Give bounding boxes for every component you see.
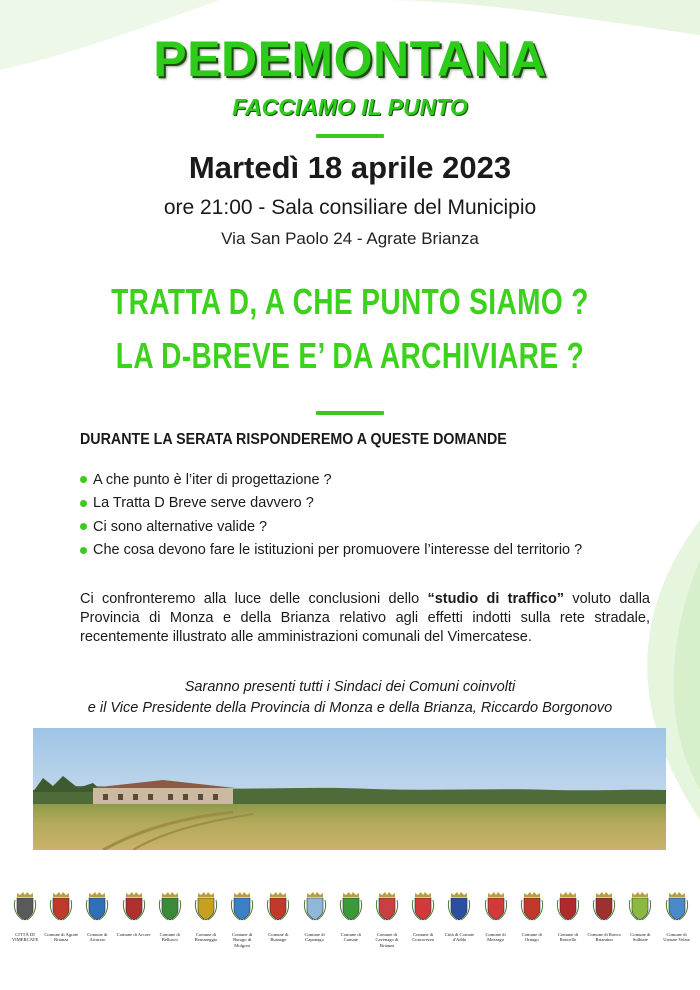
- question-text: A che punto è l’iter di progettazione ?: [93, 471, 332, 488]
- event-title: PEDEMONTANA: [153, 31, 547, 87]
- bullet-icon: [80, 500, 87, 507]
- crest-shield-icon: [338, 890, 364, 922]
- headline-line-1: TRATTA D, A CHE PUNTO SIAMO ?: [111, 281, 589, 322]
- crest-label: Comune di Aicurzio: [87, 932, 108, 943]
- crest-label: Città di Cornate d'Adda: [444, 932, 475, 943]
- crest-shield-icon: [483, 890, 509, 922]
- crest-label: Comune di Agrate Brianza: [44, 932, 79, 943]
- questions-list: [80, 468, 660, 562]
- crest-label: Comune di Mezzago: [485, 932, 506, 943]
- municipality-crest: [153, 890, 187, 943]
- municipality-crest: [551, 890, 585, 943]
- municipality-crests: [0, 890, 700, 970]
- presence-line-2: e il Vice Presidente della Provincia di Monza e della Brianza, Riccardo Borgonovo: [87, 700, 613, 716]
- municipality-crest: [80, 890, 114, 943]
- crest-shield-icon: [446, 890, 472, 922]
- crest-label: Comune di Ronco Briantino: [587, 932, 621, 943]
- crest-label: Comune di Ornago: [521, 932, 542, 943]
- municipality-crest: [370, 890, 404, 948]
- event-subtitle: FACCIAMO IL PUNTO: [232, 94, 468, 120]
- headline-line-2: LA D-BREVE E’ DA ARCHIVIARE ?: [115, 335, 585, 376]
- crest-shield-icon: [410, 890, 436, 922]
- municipality-crest: [298, 890, 332, 943]
- crest-label: CITTÀ DI VIMERCATE: [11, 932, 39, 943]
- crest-label: Comune di Usmate Velate: [663, 932, 690, 943]
- question-text: La Tratta D Breve serve davvero ?: [93, 495, 314, 512]
- bullet-icon: [80, 523, 87, 530]
- list-item: [80, 492, 660, 516]
- divider-top: [316, 134, 384, 138]
- municipality-crest: [660, 890, 694, 943]
- municipality-crest: [8, 890, 42, 943]
- crest-label: Comune di Cavenago di Brianza: [375, 932, 399, 948]
- municipality-crest: [261, 890, 295, 943]
- municipality-crest: [442, 890, 476, 943]
- crest-label: Comune di Sulbiate: [630, 932, 651, 943]
- crest-shield-icon: [12, 890, 38, 922]
- crest-shield-icon: [374, 890, 400, 922]
- crest-shield-icon: [265, 890, 291, 922]
- crest-label: Comune di Concorezzo: [412, 932, 435, 943]
- crest-shield-icon: [229, 890, 255, 922]
- presence-line-1: Saranno presenti tutti i Sindaci dei Comuni coinvolti: [184, 679, 516, 695]
- crest-label: Comune di Caponago: [304, 932, 325, 943]
- event-time-place: ore 21:00 - Sala consiliare del Municipio: [163, 196, 537, 219]
- crest-label: Comune di Carnate: [340, 932, 361, 943]
- crest-shield-icon: [302, 890, 328, 922]
- crest-shield-icon: [84, 890, 110, 922]
- question-text: Ci sono alternative valide ?: [93, 518, 268, 535]
- crest-label: Comune di Busnago: [268, 932, 289, 943]
- crest-shield-icon: [591, 890, 617, 922]
- event-address: Via San Paolo 24 - Agrate Brianza: [221, 229, 479, 248]
- body-text-after: voluto dalla Provincia di Monza e della Brianza relativo agli effetti indotti sulla rete stradale, recentemente illustrato alle amministrazioni comunali del Vimercatese.: [80, 591, 650, 645]
- municipality-crest: [406, 890, 440, 943]
- crest-label: Comune di Bellusco: [159, 932, 180, 943]
- crest-shield-icon: [157, 890, 183, 922]
- body-paragraph: [80, 590, 650, 647]
- municipality-crest: [189, 890, 223, 943]
- landscape-photo: [33, 728, 666, 850]
- list-item: [80, 515, 660, 539]
- bullet-icon: [80, 476, 87, 483]
- crest-shield-icon: [664, 890, 690, 922]
- crest-shield-icon: [519, 890, 545, 922]
- body-text-bold: “studio di traffico”: [427, 591, 565, 607]
- crest-shield-icon: [48, 890, 74, 922]
- crest-shield-icon: [121, 890, 147, 922]
- crest-label: Comune di Arcore: [116, 932, 151, 937]
- crest-shield-icon: [627, 890, 653, 922]
- municipality-crest: [117, 890, 151, 937]
- municipality-crest: [334, 890, 368, 943]
- crest-shield-icon: [193, 890, 219, 922]
- crest-shield-icon: [555, 890, 581, 922]
- bullet-icon: [80, 547, 87, 554]
- municipality-crest: [623, 890, 657, 943]
- divider-middle: [316, 411, 384, 415]
- question-text: Che cosa devono fare le istituzioni per promuovere l’interesse del territorio ?: [93, 542, 583, 559]
- municipality-crest: [587, 890, 621, 943]
- body-text-before: Ci confronteremo alla luce delle conclusioni dello: [80, 591, 428, 607]
- event-date: Martedì 18 aprile 2023: [188, 150, 512, 185]
- list-item: [80, 539, 660, 563]
- list-item: [80, 468, 660, 492]
- crest-label: Comune di Roncello: [557, 932, 579, 943]
- questions-heading: DURANTE LA SERATA RISPONDEREMO A QUESTE DOMANDE: [80, 431, 507, 448]
- municipality-crest: [225, 890, 259, 948]
- municipality-crest: [44, 890, 78, 943]
- crest-label: Comune di Burago di Molgora: [232, 932, 253, 948]
- municipality-crest: [479, 890, 513, 943]
- municipality-crest: [515, 890, 549, 943]
- crest-label: Comune di Bernareggio: [194, 932, 218, 943]
